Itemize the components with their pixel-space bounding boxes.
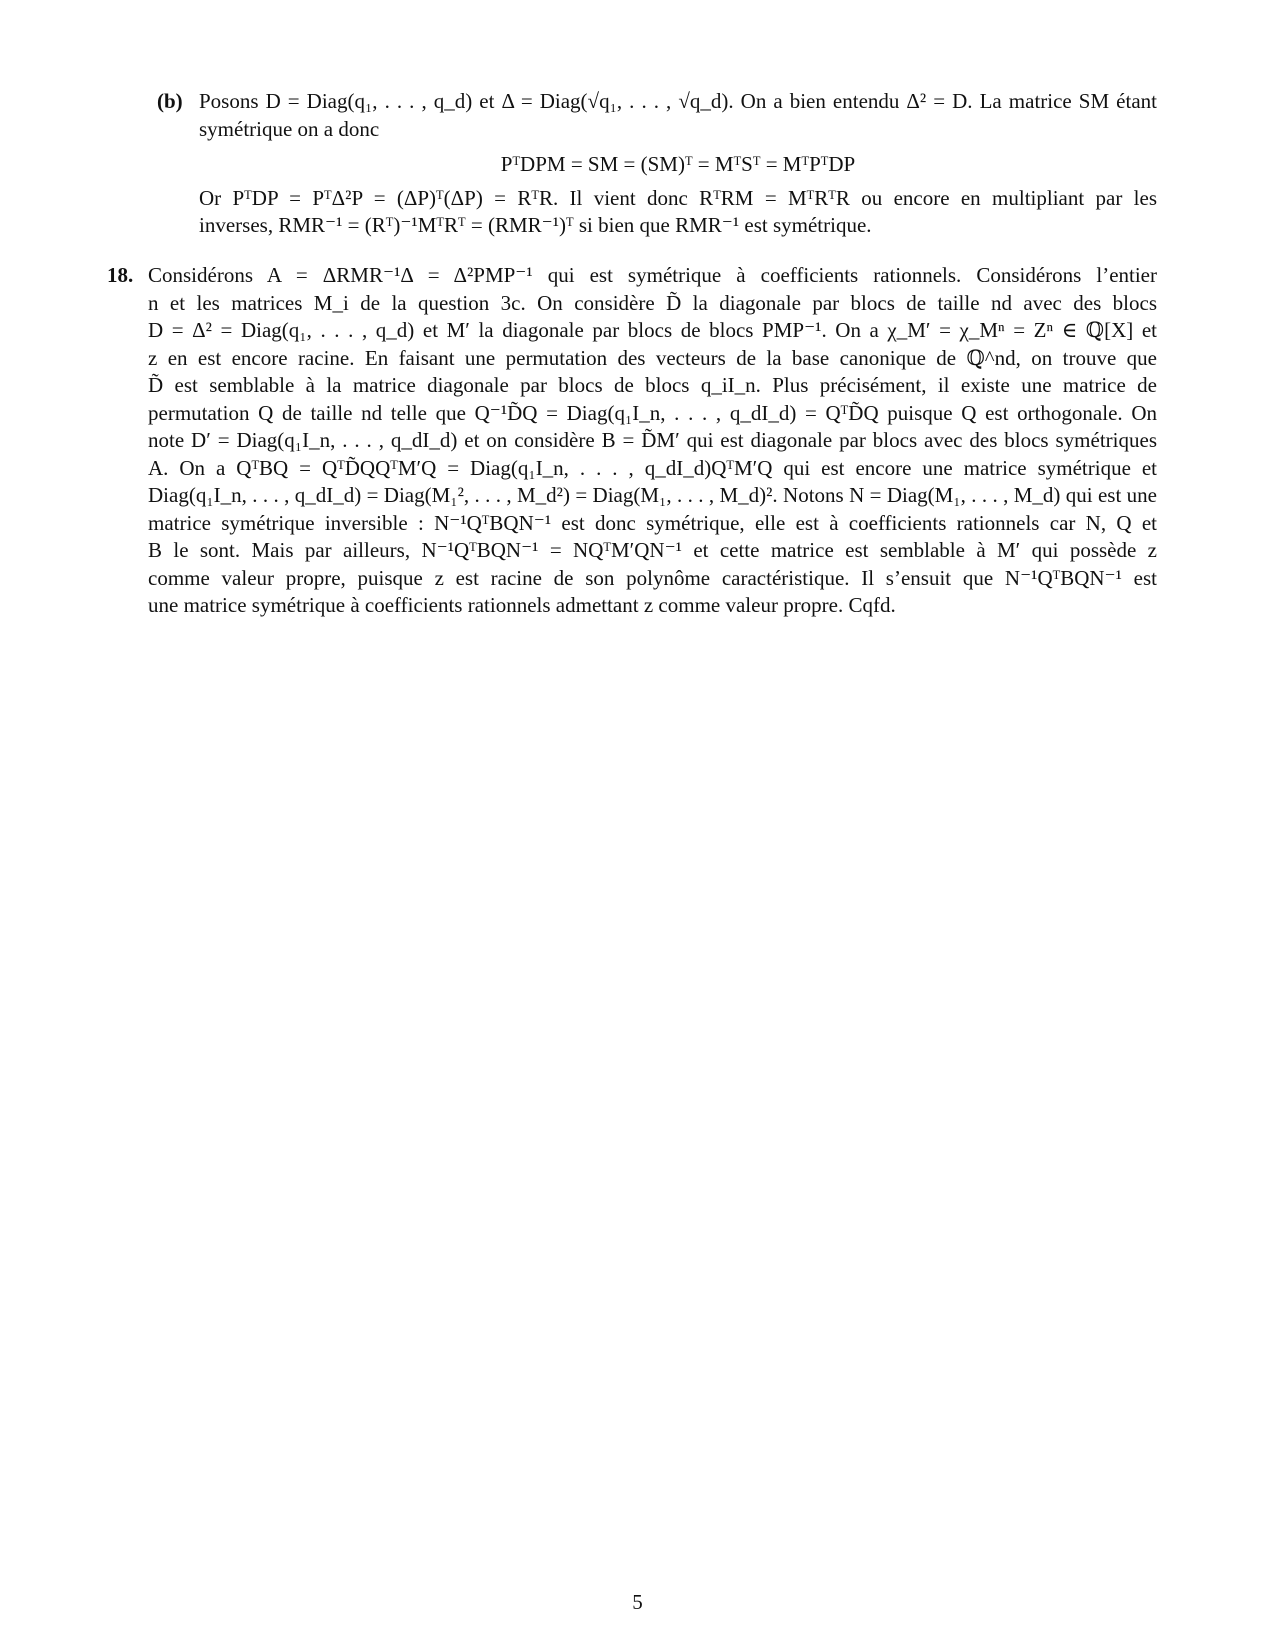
item-18-line-12: comme valeur propre, puisque z est racine de son polynôme caractéristique. Il s’ensuit que N⁻¹QᵀBQN⁻¹ est: [148, 565, 1157, 590]
item-18-line-11: B le sont. Mais par ailleurs, N⁻¹QᵀBQN⁻¹ = NQᵀM′QN⁻¹ et cette matrice est semblable à M′ qui possède z: [148, 538, 1157, 562]
item-18-line-6: permutation Q de taille nd telle que Q⁻¹D̃Q = Diag(q₁I_n, . . . , q_dI_d) = QᵀD̃Q puisque Q est orthogonale. On: [148, 400, 1157, 425]
item-18-line-2: n et les matrices M_i de la question 3c. On considère D̃ la diagonale par blocs de taille nd avec des blocs: [148, 290, 1157, 315]
answer-item-18: [107, 262, 1157, 620]
item-marker-18: 18.: [107, 263, 134, 287]
item-18-line-5: D̃ est semblable à la matrice diagonale par blocs de blocs q_iI_n. Plus précisément, il existe une matrice de: [148, 373, 1157, 397]
item-18-line-9: Diag(q₁I_n, . . . , q_dI_d) = Diag(M₁², . . . , M_d²) = Diag(M₁, . . . , M_d)². Notons N = Diag(M₁, . . . , M_d) qui est une: [148, 483, 1157, 507]
item-18-line-1: Considérons A = ΔRMR⁻¹Δ = Δ²PMP⁻¹ qui est symétrique à coefficients rationnels. Considérons l’entier: [148, 263, 1157, 287]
item-18-line-7: note D′ = Diag(q₁I_n, . . . , q_dI_d) et on considère B = D̃M′ qui est diagonale par blocs avec des blocs symétriques: [148, 428, 1157, 452]
item-18-line-4: z en est encore racine. En faisant une permutation des vecteurs de la base canonique de ℚ^nd, on trouve que: [148, 345, 1157, 370]
item-b-body: [199, 88, 1157, 240]
display-equation: PᵀDPM = SM = (SM)ᵀ = MᵀSᵀ = MᵀPᵀDP: [500, 152, 856, 176]
item-b-line-2: symétrique on a donc: [199, 116, 380, 141]
item-b-line-4: inverses, RMR⁻¹ = (Rᵀ)⁻¹MᵀRᵀ = (RMR⁻¹)ᵀ si bien que RMR⁻¹ est symétrique.: [199, 213, 872, 237]
item-18-line-8: A. On a QᵀBQ = QᵀD̃QQᵀM′Q = Diag(q₁I_n, . . . , q_dI_d)QᵀM′Q qui est encore une matrice symétrique et: [148, 455, 1157, 480]
answer-item-b: [157, 88, 1157, 240]
item-18-line-3: D = Δ² = Diag(q₁, . . . , q_d) et M′ la diagonale par blocs de blocs PMP⁻¹. On a χ_M′ = χ_Mⁿ = Zⁿ ∈ ℚ[X] et: [148, 318, 1157, 342]
item-b-line-1: Posons D = Diag(q₁, . . . , q_d) et Δ = Diag(√q₁, . . . , √q_d). On a bien entendu Δ² = D. La matrice SM étant: [199, 89, 1157, 113]
item-b-line-3: Or PᵀDP = PᵀΔ²P = (ΔP)ᵀ(ΔP) = RᵀR. Il vient donc RᵀRM = MᵀRᵀR ou encore en multipliant par les: [199, 185, 1157, 210]
item-18-body: [148, 262, 1157, 620]
item-18-line-13: une matrice symétrique à coefficients rationnels admettant z comme valeur propre. Cqfd.: [148, 593, 896, 617]
item-marker-b: (b): [157, 89, 183, 113]
page-number: 5: [632, 1590, 643, 1614]
item-18-line-10: matrice symétrique inversible : N⁻¹QᵀBQN⁻¹ est donc symétrique, elle est à coefficients rationnels car N, Q et: [148, 510, 1157, 535]
